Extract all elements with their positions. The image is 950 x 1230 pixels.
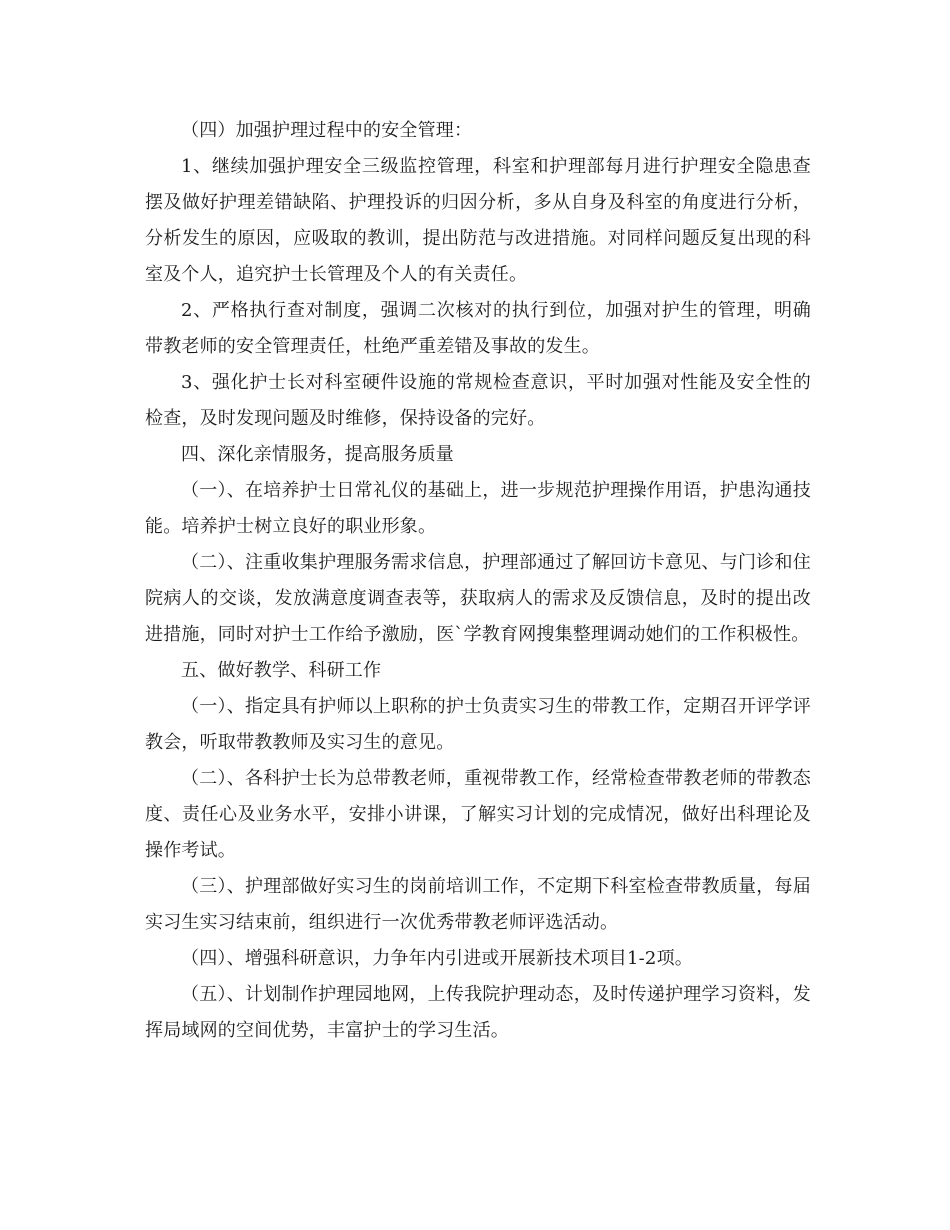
section-heading: 四、深化亲情服务，提高服务质量 <box>181 444 454 465</box>
paragraph: 2、严格执行查对制度，强调二次核对的执行到位，加强对护生的管理，明确带教老师的安全管理责任，杜绝严重差错及事故的发生。 <box>145 300 811 357</box>
paragraph: （五）、计划制作护理园地网，上传我院护理动态，及时传递护理学习资料，发挥局域网的空间优势，丰富护士的学习生活。 <box>145 984 811 1041</box>
paragraph: （四）、增强科研意识，力争年内引进或开展新技术项目1-2项。 <box>181 948 693 969</box>
paragraph: （二）、注重收集护理服务需求信息，护理部通过了解回访卡意见、与门诊和住院病人的交谈，发放满意度调查表等，获取病人的需求及反馈信息，及时的提出改进措施，同时对护士工作给予激励，医`学教育网搜集整理调动她们的工作积极性。 <box>145 552 811 645</box>
section-heading: 五、做好教学、科研工作 <box>181 660 382 681</box>
paragraph: （一）、在培养护士日常礼仪的基础上，进一步规范护理操作用语，护患沟通技能。培养护士树立良好的职业形象。 <box>145 480 811 537</box>
paragraph: （三）、护理部做好实习生的岗前培训工作，不定期下科室检查带教质量，每届实习生实习结束前，组织进行一次优秀带教老师评选活动。 <box>145 876 811 933</box>
paragraph: 3、强化护士长对科室硬件设施的常规检查意识，平时加强对性能及安全性的检查，及时发现问题及时维修，保持设备的完好。 <box>145 372 811 429</box>
paragraph: （二）、各科护士长为总带教老师，重视带教工作，经常检查带教老师的带教态度、责任心及业务水平，安排小讲课，了解实习计划的完成情况，做好出科理论及操作考试。 <box>145 768 811 861</box>
section-subheading: （四）加强护理过程中的安全管理： <box>181 120 473 141</box>
paragraph: （一）、指定具有护师以上职称的护士负责实习生的带教工作，定期召开评学评教会，听取带教教师及实习生的意见。 <box>145 696 811 753</box>
paragraph: 1、继续加强护理安全三级监控管理，科室和护理部每月进行护理安全隐患查摆及做好护理差错缺陷、护理投诉的归因分析，多从自身及科室的角度进行分析，分析发生的原因，应吸取的教训，提出防范与改进措施。对同样问题反复出现的科室及个人，追究护士长管理及个人的有关责任。 <box>145 156 811 285</box>
document-body <box>145 113 811 1049</box>
